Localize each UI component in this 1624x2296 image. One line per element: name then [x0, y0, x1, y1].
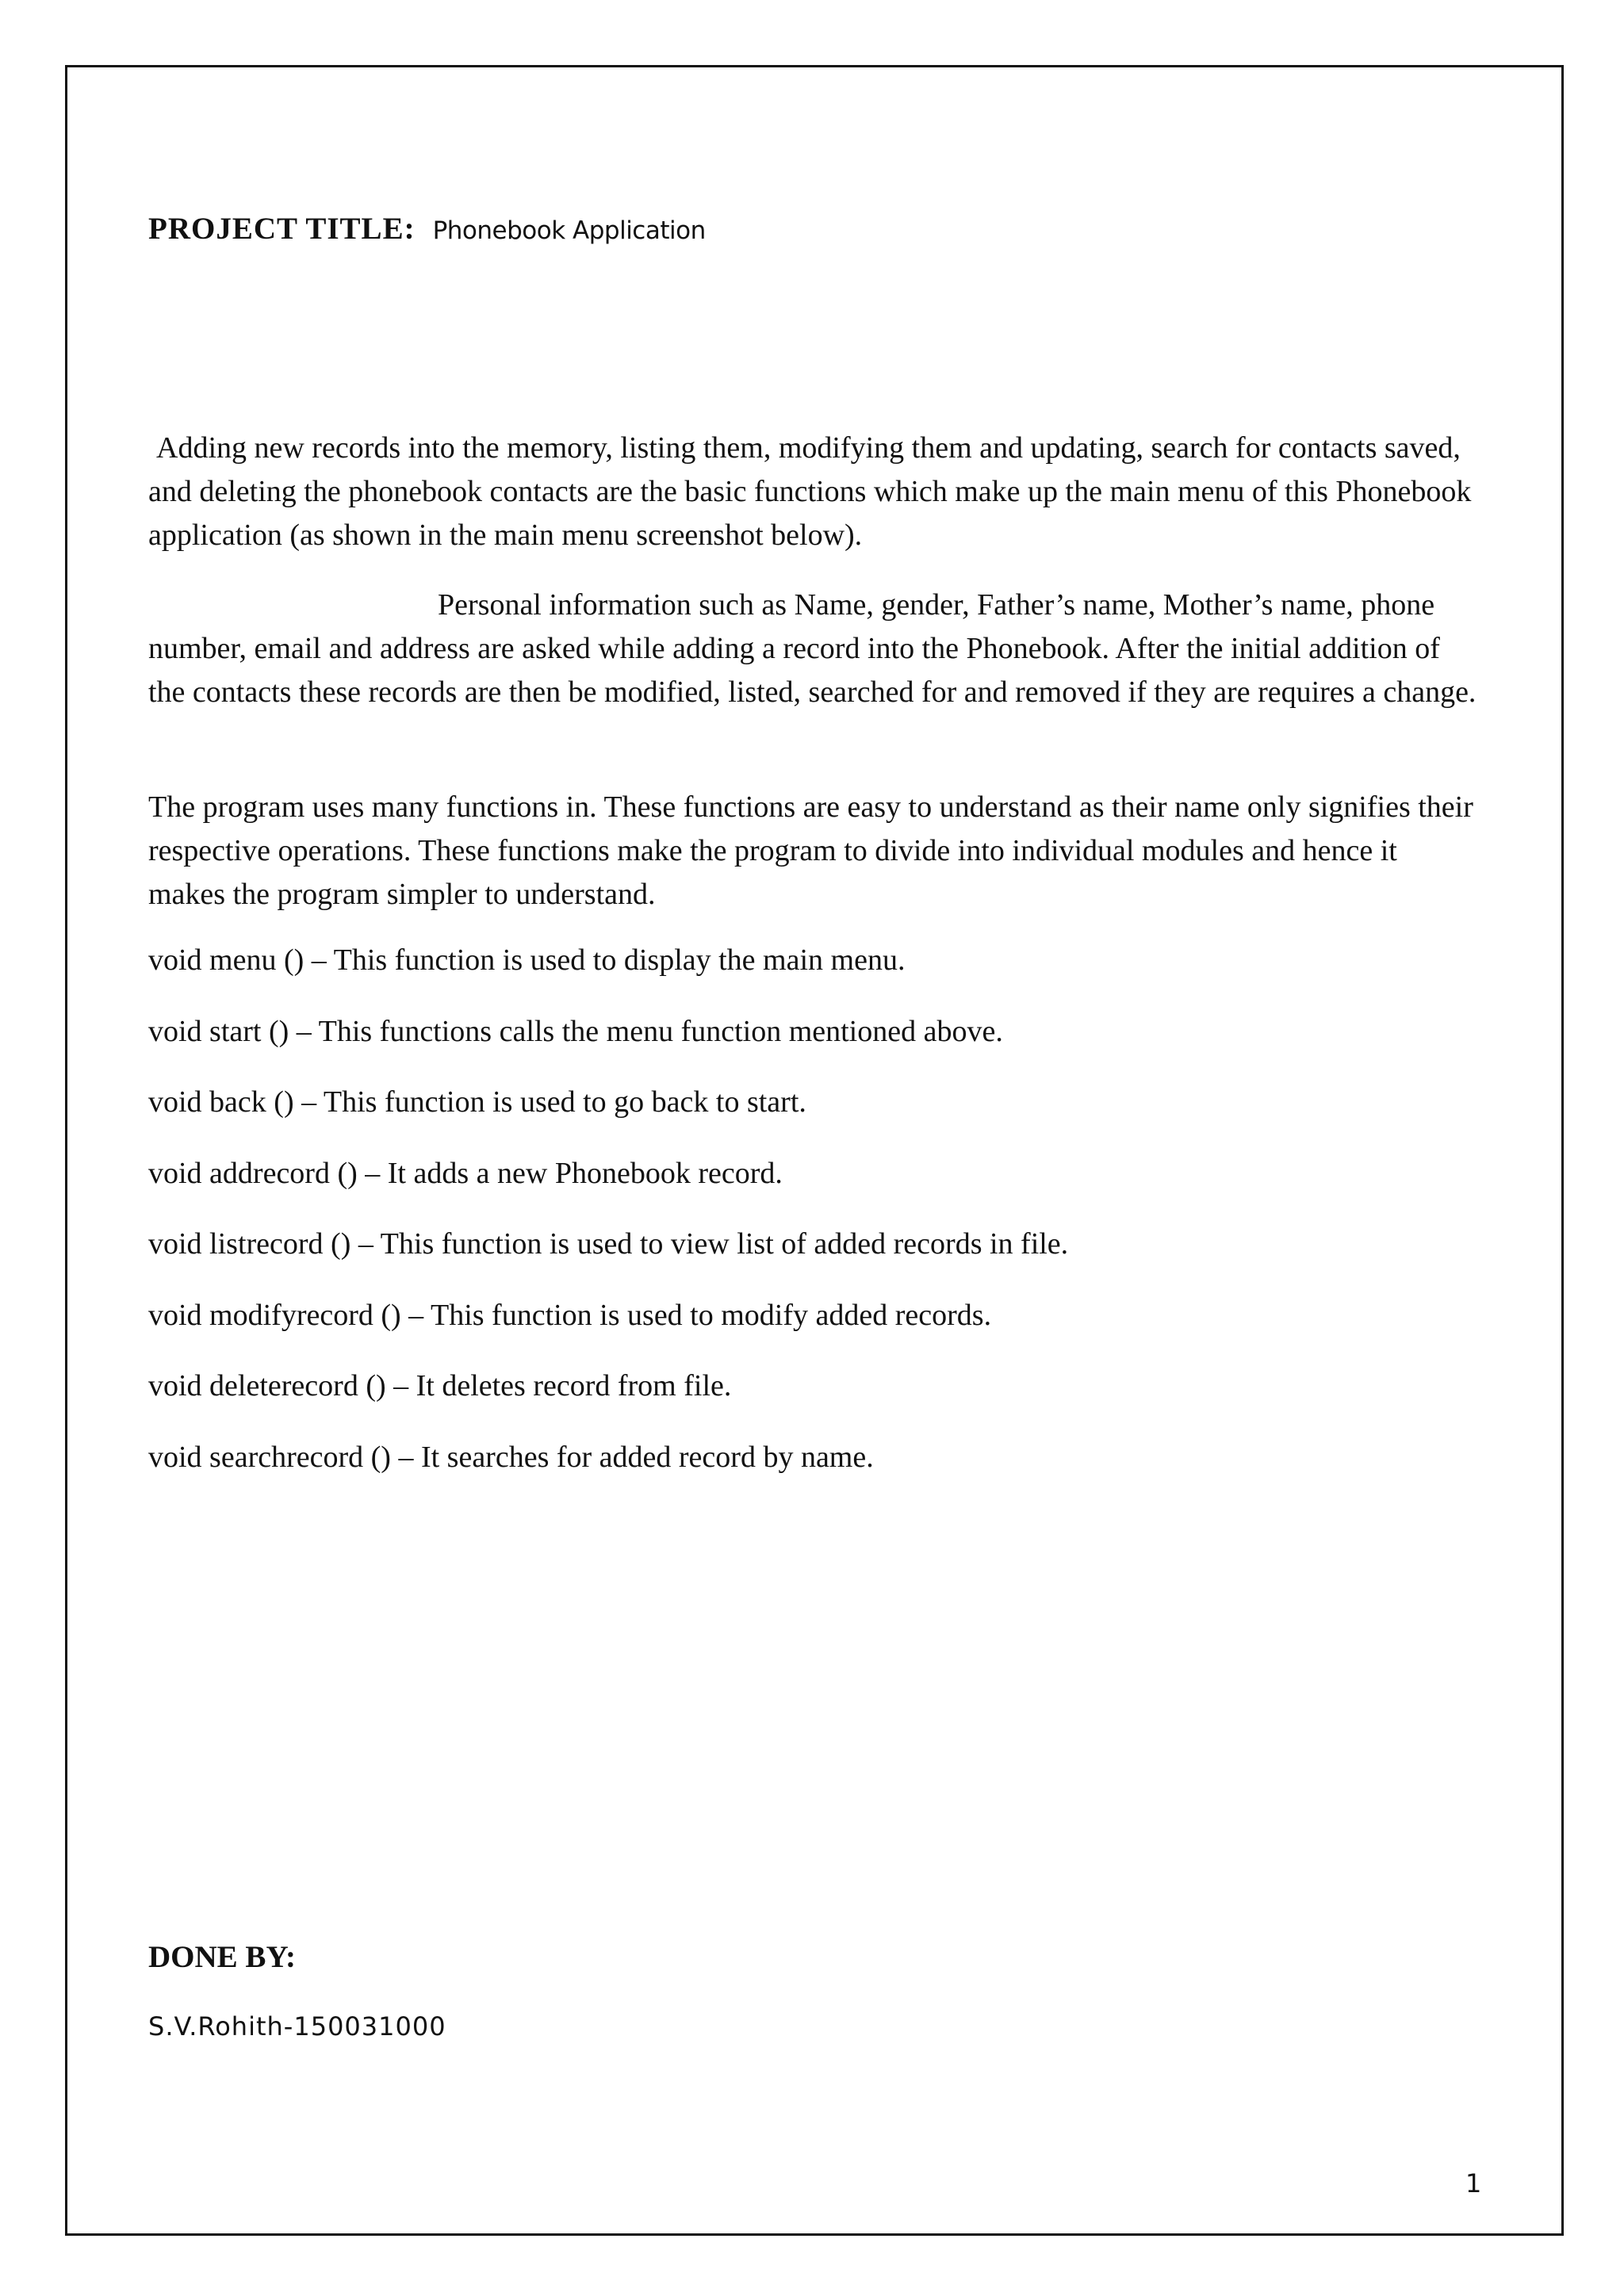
personal-info-paragraph: Personal information such as Name, gender, Father’s name, Mother’s name, phone number, email and address are asked while adding a record into the Phonebook. After the initial addition of the contacts these records are then be modified, listed, searched for and removed if they are requires a change.: [148, 588, 1477, 709]
function-item-back: void back () – This function is used to go back to start.: [148, 1085, 806, 1119]
functions-paragraph: The program uses many functions in. These functions are easy to understand as their name only signifies their respective operations. These functions make the program to divide into individual modules and hence it makes the program simpler to understand.: [148, 790, 1473, 911]
project-title-value: Phonebook Application: [432, 216, 706, 245]
intro-paragraph: Adding new records into the memory, listing them, modifying them and updating, search for contacts saved, and deleting the phonebook contacts are the basic functions which make up the main menu of this Phonebook application (as shown in the main menu screenshot below).: [148, 431, 1472, 552]
page-number: 1: [1465, 2168, 1482, 2198]
author-line: S.V.Rohith-150031000: [148, 2011, 446, 2042]
function-item-modifyrecord: void modifyrecord () – This function is used to modify added records.: [148, 1298, 992, 1332]
function-item-start: void start () – This functions calls the menu function mentioned above.: [148, 1014, 1003, 1048]
function-item-listrecord: void listrecord () – This function is used to view list of added records in file.: [148, 1227, 1069, 1261]
project-title-line: [148, 211, 706, 247]
function-item-addrecord: void addrecord () – It adds a new Phonebook record.: [148, 1156, 783, 1190]
function-list: [148, 945, 1480, 1513]
function-item-deleterecord: void deleterecord () – It deletes record from file.: [148, 1369, 732, 1402]
project-title-label: PROJECT TITLE:: [148, 212, 416, 246]
function-item-menu: void menu () – This function is used to display the main menu.: [148, 943, 906, 977]
function-item-searchrecord: void searchrecord () – It searches for added record by name.: [148, 1440, 874, 1474]
done-by-heading: DONE BY:: [148, 1940, 297, 1974]
